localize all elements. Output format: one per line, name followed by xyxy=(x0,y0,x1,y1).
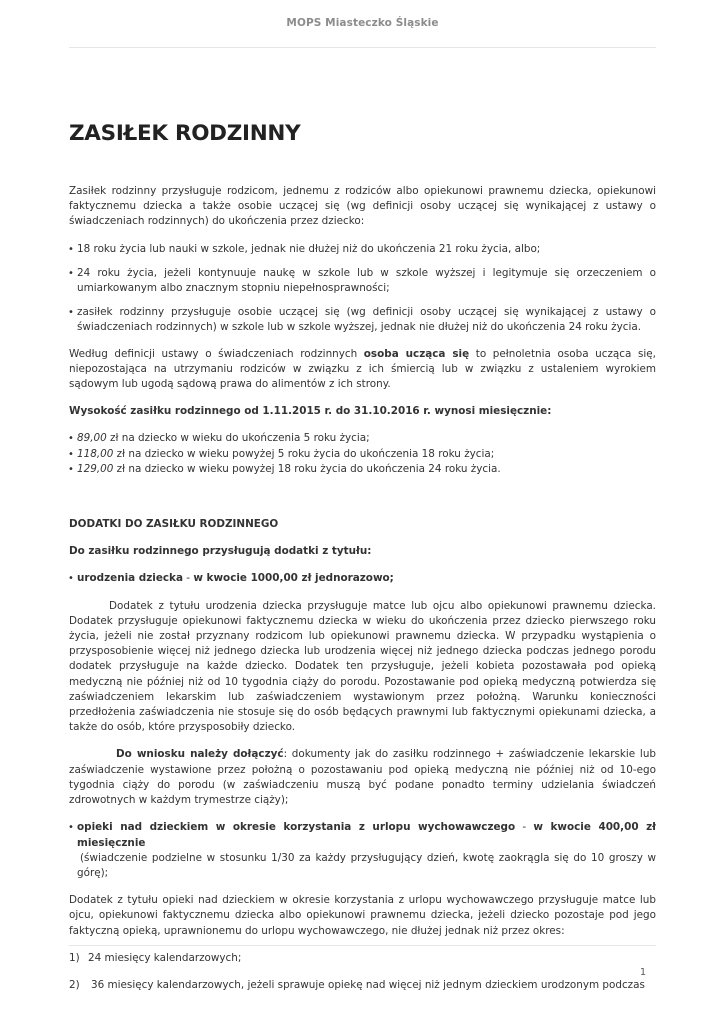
amount-text: zł na dziecko w wieku powyżej 5 roku życia do ukończenia 18 roku życia; xyxy=(113,447,495,460)
amount-value: 89,00 xyxy=(77,432,107,445)
birth-allowance-description: Dodatek z tytułu urodzenia dziecka przysługuje matce lub ojcu albo opiekunowi prawnemu dziecka. Dodatek przysługuje opiekunowi faktycznemu dziecka w wieku do ukończenia przez dziecko pierwszego roku życia, jeżeli nie został przyznany rodzicom lub opiekunowi prawnemu dziecka. W przypadku wystąpienia o przysposobienie więcej niż jednego dziecka lub urodzenia więcej niż jednego dziecka podczas jednego porodu dodatek przysługuje na każde dziecko. Dodatek ten przysługuje, jeżeli kobieta pozostawała pod opieką medyczną nie później niż od 10 tygodnia ciąży do porodu. Pozostawanie pod opieką medyczną potwierdza się zaświadczeniem lekarskim lub zaświadczeniem wystawionym przez położną. Warunku konieczności przedłożenia zaświadczenia nie stosuje się do osób będących prawnymi lub faktycznymi opiekunami dziecka, a także do osób, które przysposobiły dziecko. xyxy=(69,599,656,734)
attachments-label: Do wniosku należy dołączyć xyxy=(116,748,284,761)
amounts-list xyxy=(69,431,656,477)
period-item xyxy=(69,951,656,966)
care-allowance-list xyxy=(69,820,656,881)
period-text: 24 miesięcy kalendarzowych; xyxy=(88,951,242,964)
amount-heading-text: Wysokość zasiłku rodzinnego od 1.11.2015 r. do 31.10.2016 r. wynosi miesięcznie: xyxy=(69,405,552,418)
period-text: 36 miesięcy kalendarzowych, jeżeli sprawuje opiekę nad więcej niż jednym dzieckiem urodzonym podczas xyxy=(91,978,645,991)
period-number: 1) xyxy=(69,951,80,964)
care-allowance-separator: - xyxy=(515,821,534,834)
period-number: 2) xyxy=(69,978,80,991)
footer-divider xyxy=(69,945,656,946)
list-item xyxy=(69,462,656,477)
page-header: MOPS Miasteczko Śląskie xyxy=(286,17,439,29)
dodatki-heading: DODATKI DO ZASIŁKU RODZINNEGO xyxy=(69,518,279,531)
attachments-text: : dokumenty jak do zasiłku rodzinnego + zaświadczenie lekarskie lub zaświadczenie wystawione przez położną o pozostawaniu pod opieką medyczną nie później niż od 10-ego tygodnia ciąży do porodu (w zaświadczeniu muszą być podane ponadto terminy udzielania świadczeń zdrowotnych w każdym trymestrze ciąży); xyxy=(69,748,657,807)
header-divider xyxy=(69,47,656,48)
birth-allowance-amount: w kwocie 1000,00 zł jednorazowo; xyxy=(193,572,394,585)
amount-heading xyxy=(69,404,656,419)
definition-text-end: to pełnoletnia osoba ucząca się, niepozostająca na utrzymaniu rodziców w związku z ich śmiercią lub w związku z ustaleniem wyrokiem sądowym lub ugodą sądową prawa do alimentów z ich strony. xyxy=(69,347,656,391)
amount-value: 118,00 xyxy=(77,447,114,460)
care-allowance-note: (świadczenie podzielne w stosunku 1/30 za każdy przysługujący dzień, kwotę zaokrągla się do 10 groszy w górę); xyxy=(77,851,656,879)
list-item: • 24 roku życia, jeżeli kontynuuje naukę w szkole lub w szkole wyższej i legitymuje się orzeczeniem o umiarkowanym albo znacznym stopniu niepełnosprawności; xyxy=(69,266,656,296)
dodatki-intro-text: Do zasiłku rodzinnego przysługują dodatki z tytułu: xyxy=(69,545,372,558)
definition-text-start: Według definicji ustawy o świadczeniach rodzinnych xyxy=(69,347,364,360)
list-item xyxy=(69,820,656,881)
age-conditions-list xyxy=(69,242,656,336)
list-item: • 18 roku życia lub nauki w szkole, jednak nie dłużej niż do ukończenia 21 roku życia, albo; xyxy=(69,242,656,257)
list-item xyxy=(69,571,656,586)
definition-paragraph xyxy=(69,347,656,393)
amount-text: zł na dziecko w wieku powyżej 18 roku życia do ukończenia 24 roku życia. xyxy=(113,462,501,475)
intro-paragraph: Zasiłek rodzinny przysługuje rodzicom, jednemu z rodziców albo opiekunowi prawnemu dziecka, opiekunowi faktycznemu dziecka a także osobie uczącej się (wg definicji osoby uczącej się wynikającej z ustawy o świadczeniach rodzinnych) do ukończenia przez dziecko: xyxy=(69,185,656,228)
birth-allowance-list xyxy=(69,571,656,586)
attachments-paragraph xyxy=(69,747,656,808)
document-body xyxy=(69,120,656,993)
list-item xyxy=(69,447,656,462)
period-item xyxy=(69,978,656,993)
list-item xyxy=(69,431,656,446)
care-allowance-amount: w kwocie 400,00 zł miesięcznie xyxy=(77,821,657,849)
list-item: • zasiłek rodzinny przysługuje osobie uczącej się (wg definicji osoby uczącej się wynikającej z ustawy o świadczeniach rodzinnych) w szkole lub w szkole wyższej, jednak nie dłużej niż do ukończenia 24 roku życia. xyxy=(69,305,656,335)
birth-allowance-title: urodzenia dziecka xyxy=(77,572,183,585)
page-title: ZASIŁEK RODZINNY xyxy=(69,121,301,146)
page-number: 1 xyxy=(639,967,646,978)
care-allowance-title: opieki nad dzieckiem w okresie korzystania z urlopu wychowawczego xyxy=(77,821,516,834)
birth-allowance-separator: - xyxy=(182,572,194,585)
amount-value: 129,00 xyxy=(77,462,114,475)
amount-text: zł na dziecko w wieku do ukończenia 5 roku życia; xyxy=(106,432,370,445)
care-allowance-description: Dodatek z tytułu opieki nad dzieckiem w okresie korzystania z urlopu wychowawczego przysługuje matce lub ojcu, opiekunowi faktycznemu dziecka albo opiekunowi prawnemu dziecka, jeżeli dziecko pozostaje pod jego faktyczną opieką, uprawnionemu do urlopu wychowawczego, nie dłużej jednak niż przez okres: xyxy=(69,894,656,937)
dodatki-intro xyxy=(69,544,656,559)
definition-term: osoba ucząca się xyxy=(363,347,470,360)
